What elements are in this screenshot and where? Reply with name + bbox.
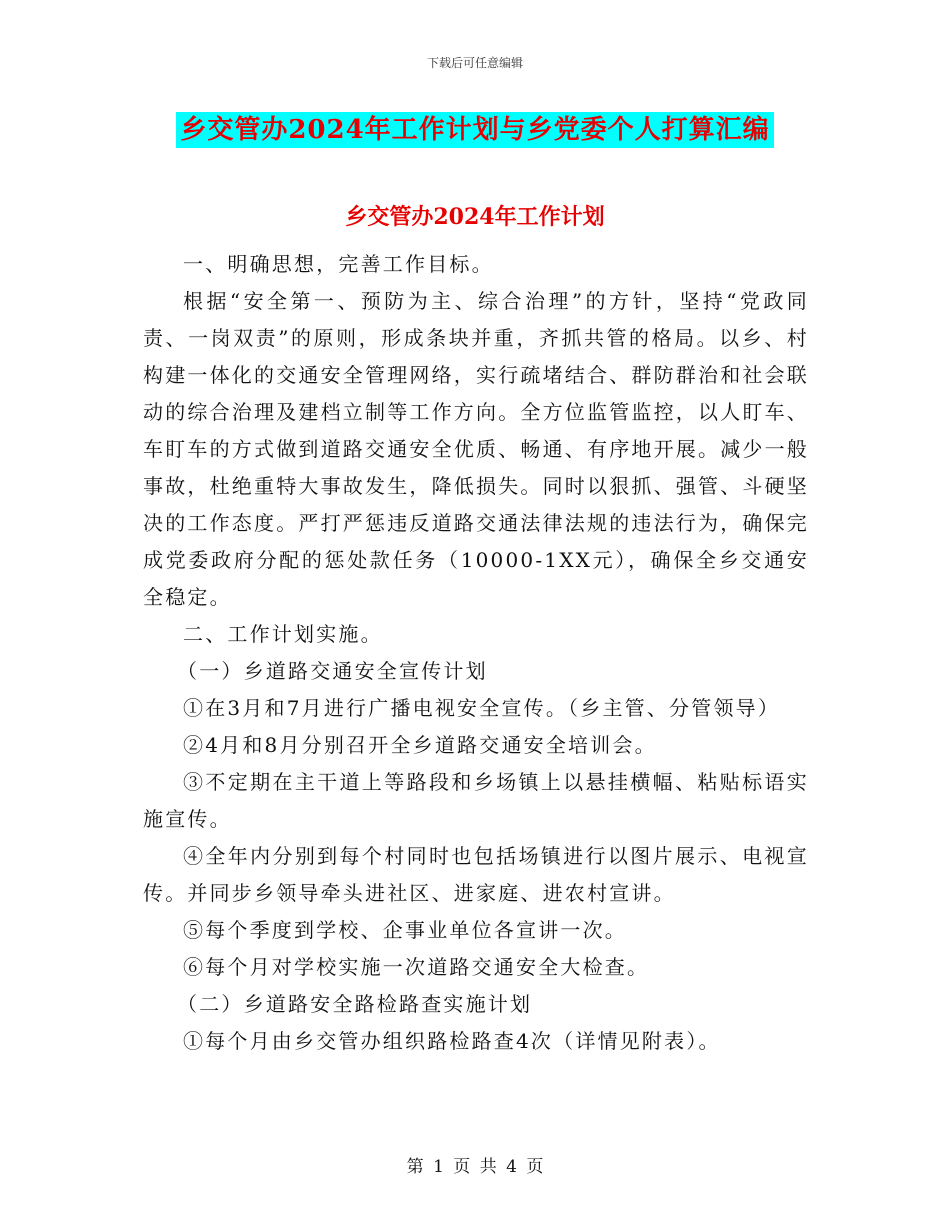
document-body: [143, 246, 809, 1060]
paragraph-subheading-2: （二）乡道路安全路检路查实施计划: [177, 992, 533, 1016]
paragraph-subheading-1: （一）乡道路交通安全宣传计划: [177, 659, 488, 683]
list-item: ②4月和8月分别召开全乡道路交通安全培训会。: [183, 733, 657, 757]
list-item: ①每个月由乡交管办组织路检路查4次（详情见附表）。: [183, 1029, 721, 1053]
paragraph-body: 根据“安全第一、预防为主、综合治理”的方针，坚持“党政同责、一岗双责”的原则，形成条块并重，齐抓共管的格局。以乡、村构建一体化的交通安全管理网络，实行疏堵结合、群防群治和社会联动的综合治理及建档立制等工作方向。全方位监管监控，以人盯车、车盯车的方式做到道路交通安全优质、畅通、有序地开展。减少一般事故，杜绝重特大事故发生，降低损失。同时以狠抓、强管、斗硬坚决的工作态度。严打严惩违反道路交通法律法规的违法行为，确保完成党委政府分配的惩处款任务（10000-1XX元），确保全乡交通安全稳定。: [143, 289, 809, 609]
document-title: 乡交管办2024年工作计划与乡党委个人打算汇编: [176, 112, 773, 148]
document-title-wrapper: [0, 112, 950, 148]
list-item: ⑥每个月对学校实施一次道路交通安全大检查。: [183, 955, 650, 979]
page-header-note: 下载后可任意编辑: [426, 56, 523, 70]
list-item: ④全年内分别到每个村同时也包括场镇进行以图片展示、电视宣传。并同步乡领导牵头进社区、进家庭、进农村宣讲。: [143, 844, 809, 905]
list-item: ⑤每个季度到学校、企事业单位各宣讲一次。: [183, 918, 627, 942]
list-item: ③不定期在主干道上等路段和乡场镇上以悬挂横幅、粘贴标语实施宣传。: [143, 770, 809, 831]
paragraph-heading-1: 一、明确思想，完善工作目标。: [183, 252, 494, 276]
paragraph-heading-2: 二、工作计划实施。: [183, 622, 383, 646]
section-title: 乡交管办2024年工作计划: [345, 204, 605, 230]
page-number: 第 1 页 共 4 页: [406, 1157, 544, 1177]
list-item: ①在3月和7月进行广播电视安全宣传。（乡主管、分管领导）: [183, 696, 781, 720]
